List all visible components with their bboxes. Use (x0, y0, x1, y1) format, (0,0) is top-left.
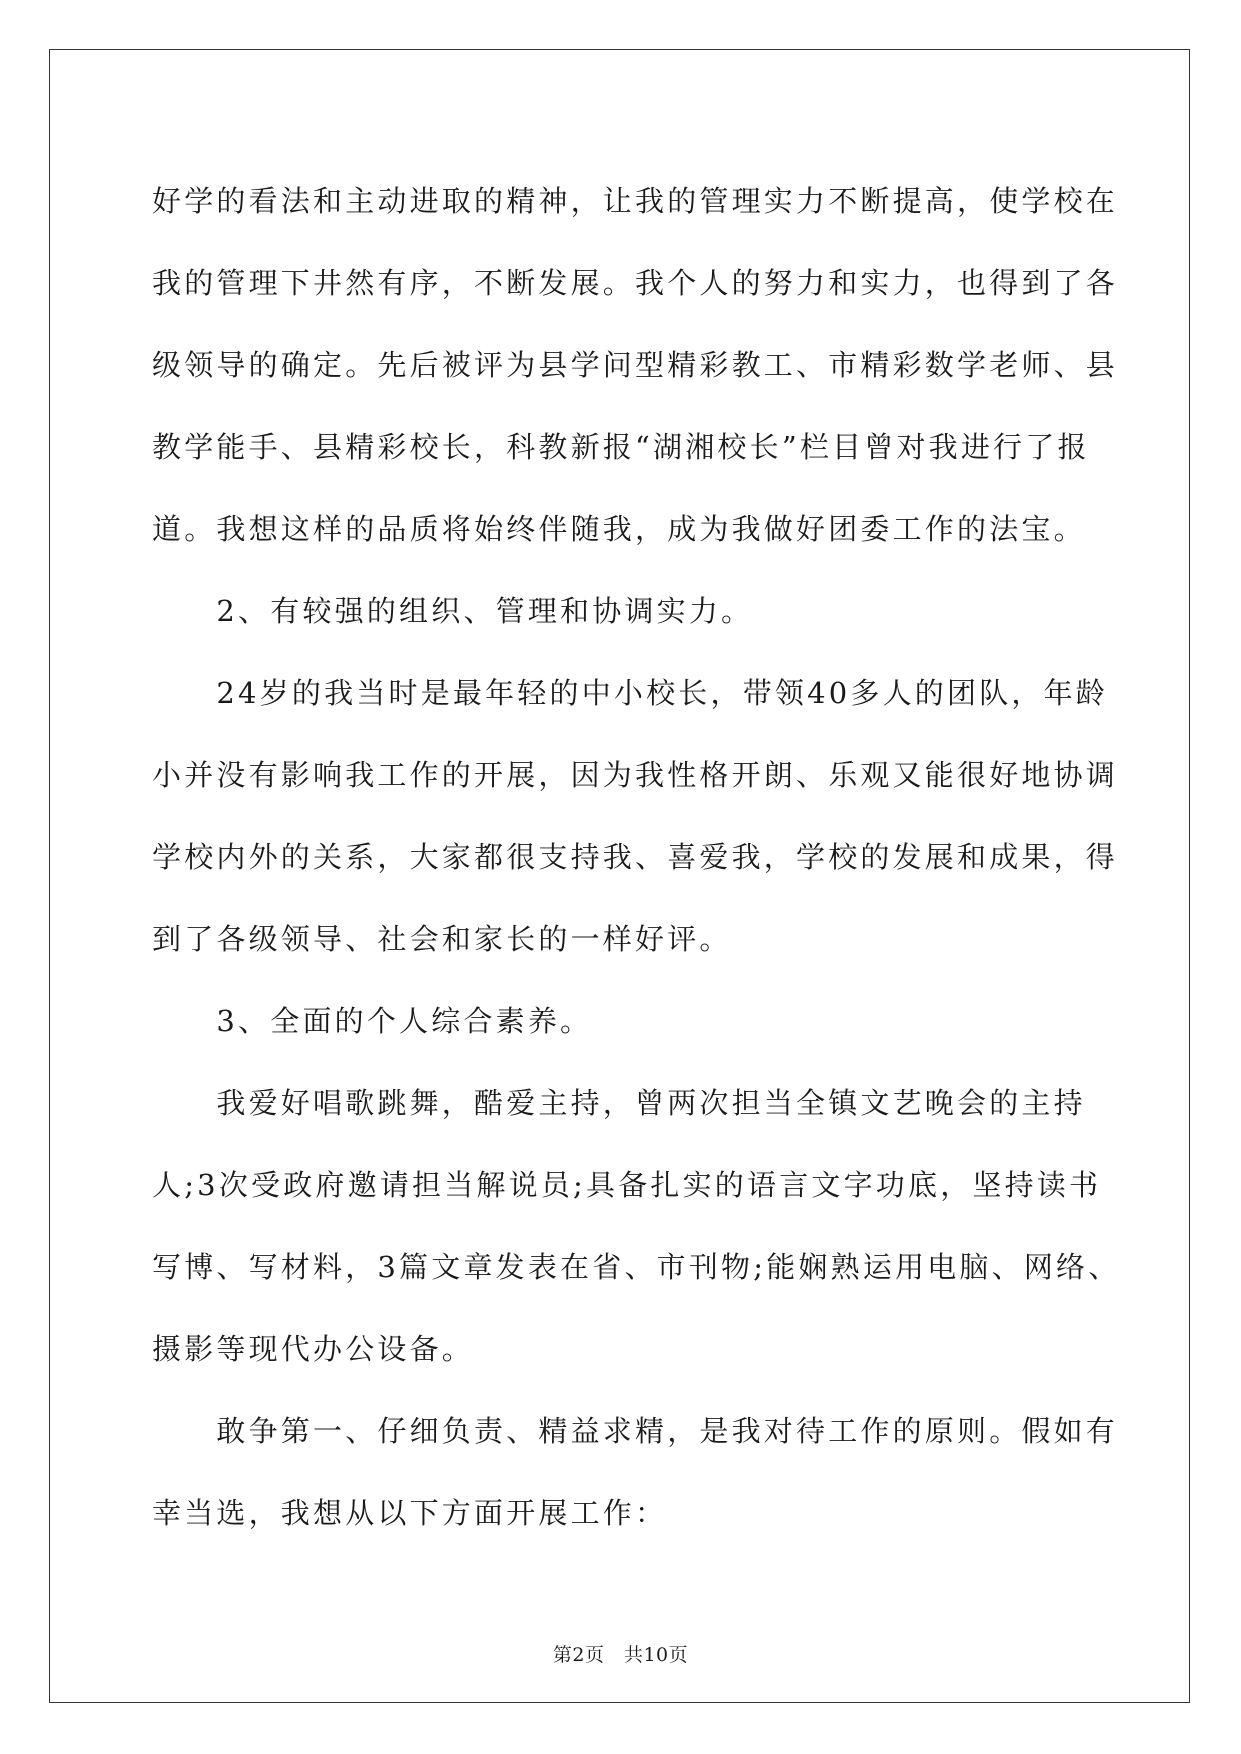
text-line: 写博、写材料，3篇文章发表在省、市刊物;能娴熟运用电脑、网络、 (152, 1250, 1121, 1284)
text-line: 敢争第一、仔细负责、精益求精，是我对待工作的原则。假如有 (152, 1414, 1119, 1448)
text-line: 好学的看法和主动进取的精神，让我的管理实力不断提高，使学校在 (152, 184, 1119, 218)
text-line: 幸当选，我想从以下方面开展工作： (152, 1496, 668, 1530)
text-line: 我的管理下井然有序，不断发展。我个人的努力和实力，也得到了各 (152, 266, 1119, 300)
section-heading: 2、有较强的组织、管理和协调实力。 (152, 594, 754, 628)
text-line: 24岁的我当时是最年轻的中小校长，带领40多人的团队，年龄 (152, 676, 1109, 710)
section-heading: 3、全面的个人综合素养。 (152, 1004, 593, 1038)
text-line: 到了各级领导、社会和家长的一样好评。 (152, 922, 732, 956)
text-line: 级领导的确定。先后被评为县学问型精彩教工、市精彩数学老师、县 (152, 348, 1119, 382)
document-body (152, 160, 1121, 1554)
text-line: 小并没有影响我工作的开展，因为我性格开朗、乐观又能很好地协调 (152, 758, 1119, 792)
text-line: 道。我想这样的品质将始终伴随我，成为我做好团委工作的法宝。 (152, 512, 1086, 546)
text-line: 我爱好唱歌跳舞，酷爱主持，曾两次担当全镇文艺晚会的主持 (152, 1086, 1086, 1120)
page-number-footer: 第2页 共10页 (552, 1644, 689, 1666)
text-line: 人;3次受政府邀请担当解说员;具备扎实的语言文字功底，坚持读书 (152, 1168, 1102, 1202)
text-line: 教学能手、县精彩校长，科教新报“湖湘校长”栏目曾对我进行了报 (152, 430, 1090, 464)
text-line: 摄影等现代办公设备。 (152, 1332, 475, 1366)
text-line: 学校内外的关系，大家都很支持我、喜爱我，学校的发展和成果，得 (152, 840, 1119, 874)
